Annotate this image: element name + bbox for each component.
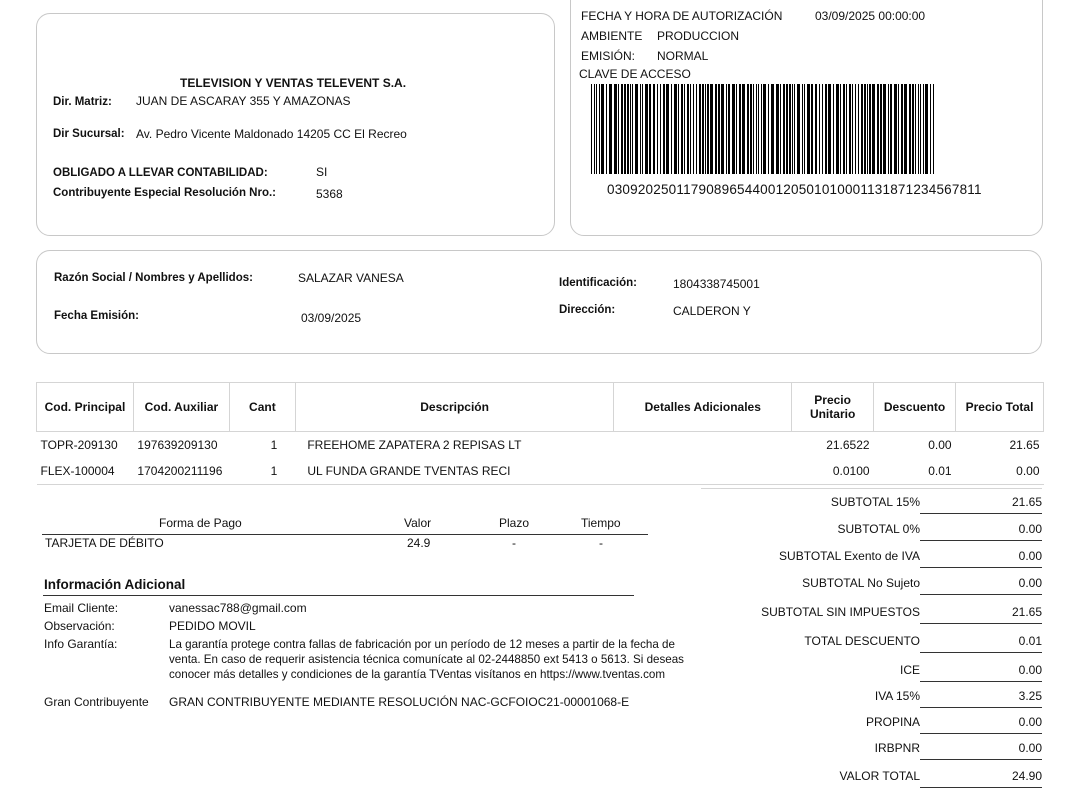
valor-total-value: 24.90 [920,769,1042,788]
especial-label: Contribuyente Especial Resolución Nro.: [53,187,277,199]
cell-cod-auxiliar: 197639209130 [137,438,218,452]
header-detalles: Detalles Adicionales [614,383,792,432]
cell-precio-unitario: 0.0100 [792,458,874,485]
totals-top-line [701,488,1042,489]
cell-descuento: 0.01 [874,458,956,485]
valor-total-label: VALOR TOTAL [839,769,920,783]
email-value: vanessac788@gmail.com [169,601,307,615]
header-descripcion: Descripción [295,383,614,432]
subtotal-no-sujeto-value: 0.00 [920,576,1042,595]
irbpnr-label: IRBPNR [874,741,920,755]
propina-value: 0.00 [920,715,1042,734]
gran-contribuyente-value: GRAN CONTRIBUYENTE MEDIANTE RESOLUCIÓN NAC-GCFOIOC21-00001068-E [169,695,630,709]
subtotal-sin-impuestos-label: SUBTOTAL SIN IMPUESTOS [761,605,920,619]
payment-header-plazo: Plazo [499,516,530,530]
matriz-label: Dir. Matriz: [53,96,112,108]
cell-precio-total: 21.65 [1009,438,1040,452]
total-descuento-label: TOTAL DESCUENTO [804,634,920,648]
subtotal-no-sujeto-label: SUBTOTAL No Sujeto [802,576,920,590]
observacion-value: PEDIDO MOVIL [169,619,256,633]
cell-cant: 1 [270,438,278,452]
payment-plazo: - [512,536,516,550]
direccion-value: CALDERON Y [673,304,751,318]
iva-15-label: IVA 15% [874,689,920,703]
payment-tiempo: - [599,536,603,550]
payment-header-tiempo: Tiempo [581,516,621,530]
items-table [36,382,1044,485]
subtotal-exento-label: SUBTOTAL Exento de IVA [779,549,920,563]
cell-precio-unitario: 21.6522 [826,438,870,452]
emision-label: EMISIÓN: [581,49,636,63]
header-cant: Cant [229,383,295,432]
subtotal-0-label: SUBTOTAL 0% [837,522,920,536]
razon-label: Razón Social / Nombres y Apellidos: [54,272,253,284]
table-row [37,432,1044,459]
fecha-emision-value: 03/09/2025 [301,311,362,325]
email-label: Email Cliente: [44,601,119,615]
auth-date-label: FECHA Y HORA DE AUTORIZACIÓN [581,9,783,23]
cell-cant: 1 [229,458,295,485]
ambiente-value: PRODUCCION [657,29,740,43]
identificacion-label: Identificación: [559,277,637,289]
cell-descripcion: UL FUNDA GRANDE TVENTAS RECI [295,458,614,485]
propina-label: PROPINA [865,715,920,729]
subtotal-sin-impuestos-value: 21.65 [920,605,1042,624]
gran-contribuyente-label: Gran Contribuyente [44,695,149,709]
cell-descripcion: FREEHOME ZAPATERA 2 REPISAS LT [307,438,522,452]
cell-cod-principal: FLEX-100004 [37,458,134,485]
subtotal-exento-value: 0.00 [920,549,1042,568]
subtotal-15-label: SUBTOTAL 15% [830,495,920,509]
payment-header-valor: Valor [404,516,432,530]
total-descuento-value: 0.01 [920,634,1042,653]
cell-descuento: 0.00 [928,438,952,452]
sucursal-label: Dir Sucursal: [53,128,125,140]
customer-box [36,250,1042,354]
payment-divider [42,534,648,535]
observacion-label: Observación: [44,619,115,633]
matriz-value: JUAN DE ASCARAY 355 Y AMAZONAS [136,94,351,108]
clave-value: 0309202501179089654400120501010001131871234567811 [607,182,982,197]
iva-15-value: 3.25 [920,689,1042,708]
garantia-label: Info Garantía: [44,637,118,651]
irbpnr-value: 0.00 [920,741,1042,760]
ice-label: ICE [899,663,920,677]
cell-precio-total: 0.00 [956,458,1044,485]
header-cod-auxiliar: Cod. Auxiliar [133,383,229,432]
subtotal-15-value: 21.65 [920,495,1042,514]
header-precio-unitario: Precio Unitario [792,383,874,432]
ice-value: 0.00 [920,663,1042,682]
items-header-row [37,383,1044,432]
razon-value: SALAZAR VANESA [298,271,404,285]
header-descuento: Descuento [874,383,956,432]
payment-header-forma: Forma de Pago [159,516,242,530]
header-cod-principal: Cod. Principal [37,383,134,432]
identificacion-value: 1804338745001 [673,277,760,291]
auth-date-value: 03/09/2025 00:00:00 [815,9,926,23]
barcode [591,84,934,174]
garantia-value: La garantía protege contra fallas de fabricación por un período de 12 meses a partir de la fecha de venta. En caso de requerir asistencia técnica comunícate al 02-2448850 ext 5413 o 5613. Si deseas conocer más detalles y condiciones de la garantía TVentas visítanos en https://www.tventas.com [169,638,684,681]
additional-info-divider [43,595,634,596]
contabilidad-value: SI [316,165,328,179]
clave-label: CLAVE DE ACCESO [579,67,691,81]
cell-cod-auxiliar: 1704200211196 [133,458,229,485]
fecha-emision-label: Fecha Emisión: [54,310,139,322]
company-name: TELEVISION Y VENTAS TELEVENT S.A. [180,76,407,90]
issuer-box [36,13,555,236]
payment-valor: 24.9 [407,536,431,550]
cell-cod-principal: TOPR-209130 [40,438,118,452]
additional-info-title: Información Adicional [44,577,186,592]
table-row [37,458,1044,485]
header-precio-total: Precio Total [956,383,1044,432]
emision-value: NORMAL [657,49,709,63]
especial-value: 5368 [316,187,343,201]
cell-detalles [614,432,792,459]
cell-detalles [614,458,792,485]
direccion-label: Dirección: [559,304,616,316]
payment-forma: TARJETA DE DÉBITO [45,536,164,550]
subtotal-0-value: 0.00 [920,522,1042,541]
ambiente-label: AMBIENTE [581,29,643,43]
sucursal-value: Av. Pedro Vicente Maldonado 14205 CC El Recreo [136,127,407,141]
contabilidad-label: OBLIGADO A LLEVAR CONTABILIDAD: [53,167,268,179]
